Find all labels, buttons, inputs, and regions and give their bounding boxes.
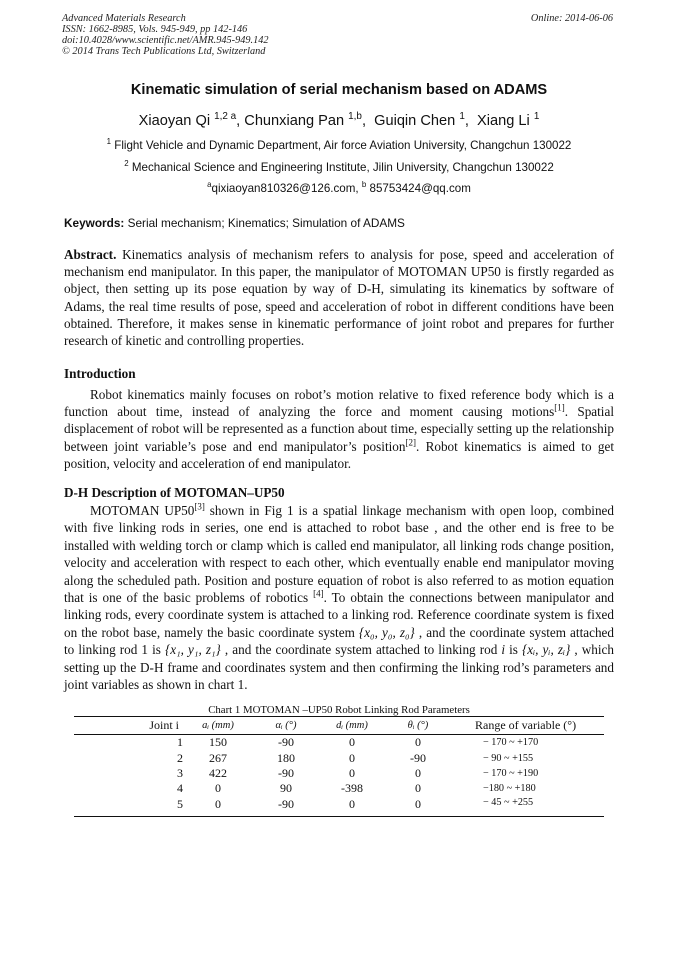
cell-range: − 170 ~ +190 xyxy=(483,767,539,779)
cell-alpha: 90 xyxy=(280,781,292,796)
cell-theta: -90 xyxy=(410,750,426,765)
cell-alpha: -90 xyxy=(253,797,319,817)
citation-2: [2] xyxy=(405,437,416,448)
keywords xyxy=(64,216,405,230)
table-header-row xyxy=(74,717,604,735)
cell-theta: 0 xyxy=(415,781,421,796)
affiliation-text: Mechanical Science and Engineering Institute, Jilin University, Changchun 130022 xyxy=(131,161,554,174)
cell-a: 150 xyxy=(209,735,227,750)
abstract-text: Kinematics analysis of mechanism refers to analysis for pose, speed and acceleration of mechanism end manipulator. In this paper, the manipulator of MOTOMAN UP50 is firstly regarded as object, then setting up its pose equation by way of D-H, simulating its kinematics by software of Adams, the real time results of pose, speed and acceleration of robot in different conditions have been obtained. Therefore, it makes sense in kinematic performance of joint robot and prepares for further research of kinetic and controlling properties. xyxy=(64,247,615,349)
dh-text: , which setting up the D-H frame and coordinates system and then confirming the linking rod’s parameters and joint variables as shown in chart 1. xyxy=(64,642,615,693)
cell-alpha: 180 xyxy=(277,750,295,765)
citation-3: [3] xyxy=(194,501,205,512)
cell-alpha: -90 xyxy=(278,735,294,750)
cell-range: −180 ~ +180 xyxy=(483,783,536,795)
author-name: Xiang Li xyxy=(477,113,530,129)
author-affiliation-mark: 1 xyxy=(533,111,540,123)
affiliation-mark: 1 xyxy=(106,137,112,147)
dh-text: . To obtain the connections between manipulator and linking rods, every coordinate system is attached to a linking rod. Reference coordinate system is fixed on the robot base, namely the basic coordinate system xyxy=(64,590,615,640)
abstract xyxy=(64,246,614,349)
cell-joint: 5 xyxy=(74,797,183,817)
coordinate-system-i: {xᵢ, yᵢ, zᵢ} xyxy=(521,642,571,658)
keywords-text: Serial mechanism; Kinematics; Simulation of ADAMS xyxy=(127,216,405,230)
running-header xyxy=(62,13,269,57)
col-theta: θᵢ (°) xyxy=(385,717,451,735)
author-name: Chunxiang Pan xyxy=(244,113,345,129)
author-affiliation-mark: 1,b xyxy=(348,111,362,123)
dh-text: , and the coordinate system attached to linking rod 1 is xyxy=(64,624,614,658)
paper-title: Kinematic simulation of serial mechanism based on ADAMS xyxy=(130,82,548,98)
col-a: aᵢ (mm) xyxy=(183,717,253,735)
col-d: dᵢ (mm) xyxy=(319,717,385,735)
email-a[interactable]: qixiaoyan810326@126.com, xyxy=(211,182,359,195)
cell-theta: 0 xyxy=(415,765,421,780)
intro-text: . Robot kinematics is aimed to get position, velocity and acceleration of end manipulator. xyxy=(64,438,614,471)
email-mark: b xyxy=(361,180,367,190)
dh-parameter-table xyxy=(74,716,604,817)
cell-joint: 2 xyxy=(177,750,183,765)
cell-a: 267 xyxy=(209,750,227,765)
citation-1: [1] xyxy=(554,402,565,413)
email-mark: a xyxy=(207,180,212,190)
journal-name: Advanced Materials Research xyxy=(62,13,186,24)
coordinate-system-1: {x₁, y₁, z₁} xyxy=(164,642,221,658)
cell-range: − 90 ~ +155 xyxy=(483,752,534,764)
col-joint: Joint i xyxy=(74,717,183,735)
table-row xyxy=(74,735,604,751)
cell-a: 0 xyxy=(183,797,253,817)
author-affiliation-mark: 1,2 a xyxy=(214,111,237,123)
intro-text: . Spatial displacement of robot will be represented as a function about time, especially setting up the relationship between joint variable’s pose and end manipulator’s position xyxy=(64,404,614,454)
index-i: i xyxy=(501,642,506,658)
intro-text: Robot kinematics mainly focuses on robot’s motion relative to fixed reference body which is a function about time, instead of analyzing the force and moment causing motions xyxy=(64,387,614,420)
cell-d: 0 xyxy=(349,735,355,750)
dh-paragraph xyxy=(64,502,614,693)
author-affiliation-mark: 1 xyxy=(459,111,465,123)
issn-line: ISSN: 1662-8985, Vols. 945-949, pp 142-146 xyxy=(62,24,248,35)
cell-d: 0 xyxy=(319,797,385,817)
table-row xyxy=(74,766,604,781)
dh-text: MOTOMAN UP50 xyxy=(90,503,195,518)
citation-4: [4] xyxy=(313,588,324,599)
cell-theta: 0 xyxy=(385,797,451,817)
email-line xyxy=(0,182,678,195)
cell-d: 0 xyxy=(349,765,355,780)
author-name: Xiaoyan Qi xyxy=(138,113,211,129)
online-date: Online: 2014-06-06 xyxy=(530,13,613,24)
doi-line: doi:10.4028/www.scientific.net/AMR.945-949.142 xyxy=(62,35,269,46)
dh-text: , and the coordinate system attached to linking rod xyxy=(220,642,502,658)
table-caption: Chart 1 MOTOMAN –UP50 Robot Linking Rod Parameters xyxy=(208,704,470,716)
affiliation-1 xyxy=(0,139,678,152)
cell-alpha: -90 xyxy=(278,765,294,780)
author-name: Guiqin Chen xyxy=(374,113,456,129)
affiliation-text: Flight Vehicle and Dynamic Department, Air force Aviation University, Changchun 130022 xyxy=(114,139,572,152)
table-row xyxy=(74,750,604,765)
cell-joint: 3 xyxy=(177,765,183,780)
dh-text: is xyxy=(505,642,522,658)
author-list: Xiaoyan Qi $^{1,2 a}$, Chunxiang Pan $^{1,b}$, Guiqin Chen $^1$, Xiang Li $^1$ xyxy=(138,111,540,129)
cell-joint: 4 xyxy=(177,781,183,796)
table-row xyxy=(74,797,604,817)
cell-a: 0 xyxy=(215,781,221,796)
col-range: Range of variable (°) xyxy=(451,717,604,735)
section-heading-dh: D-H Description of MOTOMAN–UP50 xyxy=(64,485,285,500)
abstract-label: Abstract. xyxy=(64,247,117,262)
affiliation-2 xyxy=(0,161,678,174)
col-alpha: αᵢ (°) xyxy=(253,717,319,735)
cell-a: 422 xyxy=(209,765,227,780)
introduction-paragraph xyxy=(64,386,614,472)
section-heading-introduction: Introduction xyxy=(64,366,136,381)
table-row xyxy=(74,781,604,796)
cell-d: -398 xyxy=(341,781,363,796)
coordinate-system-0: {x₀, y₀, z₀} xyxy=(358,624,415,640)
cell-range: − 45 ~ +255 xyxy=(451,797,604,817)
cell-range: − 170 ~ +170 xyxy=(483,737,539,749)
dh-text: shown in Fig 1 is a spatial linkage mechanism with open loop, combined with five linking rods in series, one end is attached to robot base , and the other end is free to be installed with welding torch or clamp which is called end manipulator, all linking rods change position, velocity and acceleration with respect to each other, which eventually enable end manipulator moving along the scheduled path. Position and posture equation of robot is also referred to as motion equation that is one of the basic problems of robotics xyxy=(64,503,614,606)
keywords-label: Keywords: xyxy=(64,216,125,230)
cell-theta: 0 xyxy=(415,735,421,750)
affiliation-mark: 2 xyxy=(124,159,129,169)
email-b[interactable]: 85753424@qq.com xyxy=(369,182,471,195)
copyright-line: © 2014 Trans Tech Publications Ltd, Switzerland xyxy=(62,46,266,57)
cell-d: 0 xyxy=(349,750,355,765)
cell-joint: 1 xyxy=(177,735,183,750)
